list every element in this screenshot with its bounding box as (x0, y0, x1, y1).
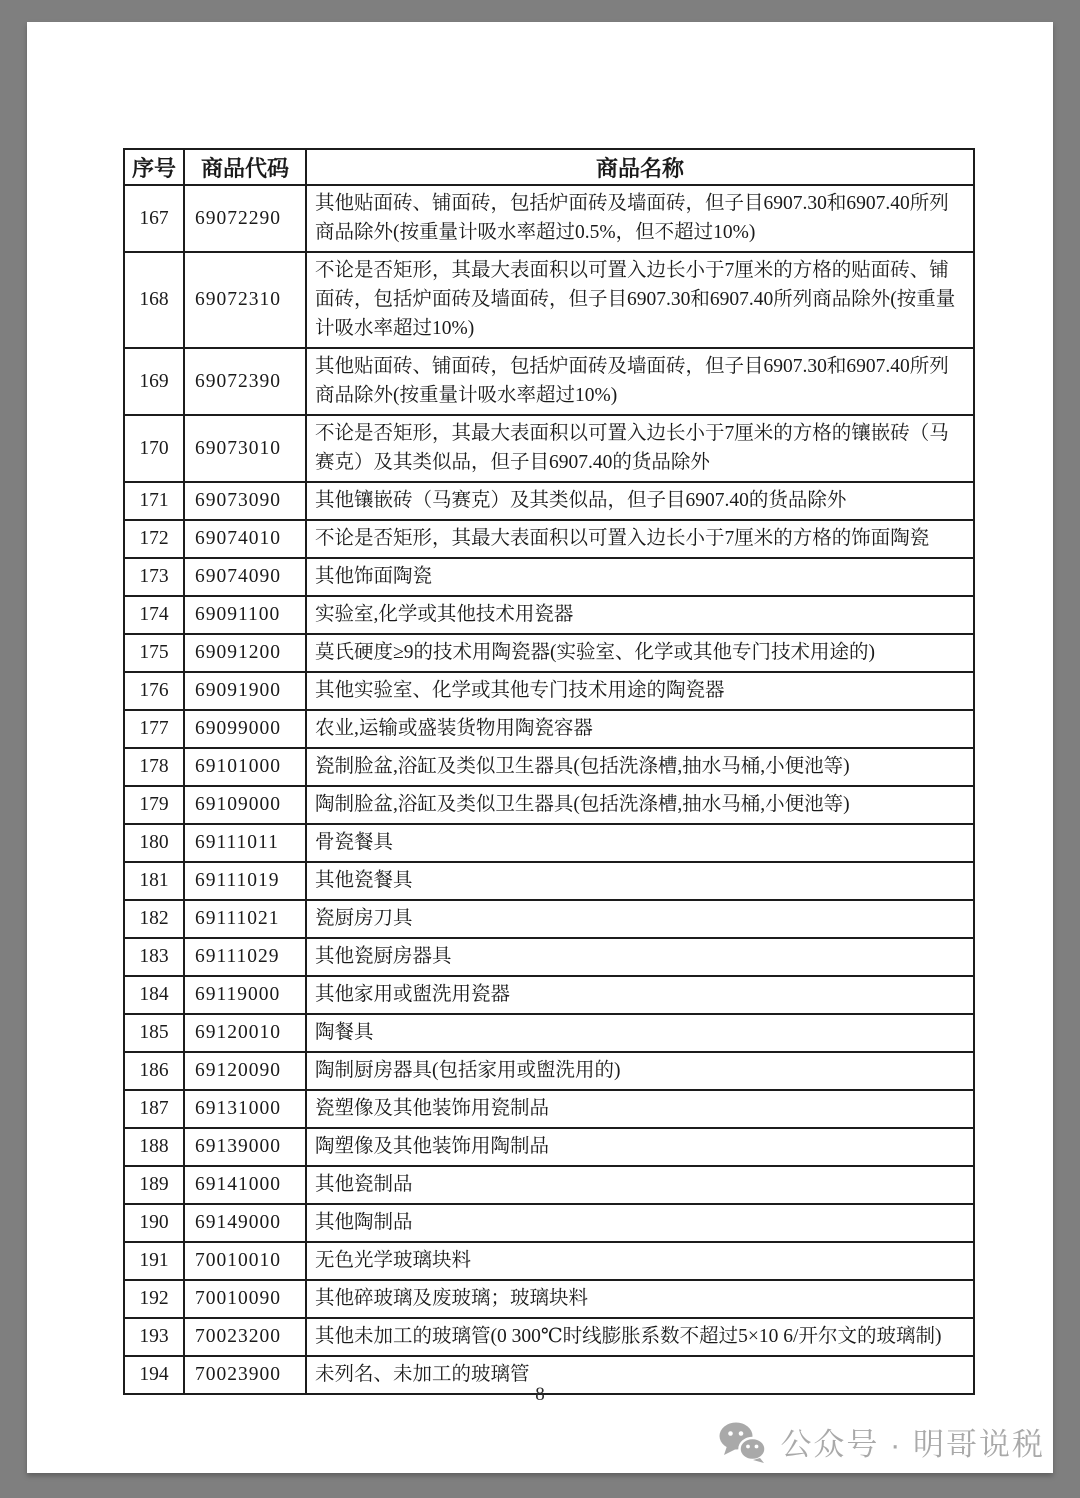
watermark (712, 1415, 1047, 1468)
row-commodity-code: 69099000 (184, 710, 306, 748)
row-commodity-code: 70010090 (184, 1280, 306, 1318)
table-row (124, 824, 974, 862)
row-commodity-name: 农业,运输或盛装货物用陶瓷容器 (306, 710, 974, 748)
row-commodity-code: 69149000 (184, 1204, 306, 1242)
table-row (124, 976, 974, 1014)
document-page (27, 22, 1053, 1473)
row-commodity-code: 70023200 (184, 1318, 306, 1356)
row-commodity-code: 69131000 (184, 1090, 306, 1128)
row-commodity-code: 69073090 (184, 482, 306, 520)
table-row (124, 634, 974, 672)
row-commodity-name: 陶制厨房器具(包括家用或盥洗用的) (306, 1052, 974, 1090)
table-row (124, 862, 974, 900)
row-serial-number: 186 (124, 1052, 184, 1090)
row-commodity-code: 69072310 (184, 252, 306, 348)
table-row (124, 1128, 974, 1166)
row-commodity-name: 陶餐具 (306, 1014, 974, 1052)
row-commodity-code: 69111011 (184, 824, 306, 862)
row-commodity-code: 69111019 (184, 862, 306, 900)
table-row (124, 1280, 974, 1318)
row-commodity-code: 69073010 (184, 415, 306, 482)
row-commodity-name: 不论是否矩形，其最大表面积以可置入边长小于7厘米的方格的镶嵌砖（马赛克）及其类似品，但子目6907.40的货品除外 (306, 415, 974, 482)
row-serial-number: 173 (124, 558, 184, 596)
row-serial-number: 179 (124, 786, 184, 824)
row-commodity-name: 陶制脸盆,浴缸及类似卫生器具(包括洗涤槽,抽水马桶,小便池等) (306, 786, 974, 824)
row-serial-number: 187 (124, 1090, 184, 1128)
row-serial-number: 171 (124, 482, 184, 520)
row-commodity-name: 其他实验室、化学或其他专门技术用途的陶瓷器 (306, 672, 974, 710)
row-commodity-name: 其他贴面砖、铺面砖，包括炉面砖及墙面砖，但子目6907.30和6907.40所列商品除外(按重量计吸水率超过0.5%，但不超过10%) (306, 185, 974, 252)
row-commodity-code: 69074090 (184, 558, 306, 596)
table-row (124, 1090, 974, 1128)
table-row (124, 1204, 974, 1242)
row-serial-number: 172 (124, 520, 184, 558)
row-commodity-code: 69091100 (184, 596, 306, 634)
row-commodity-code: 69139000 (184, 1128, 306, 1166)
page-number: 8 (535, 1384, 545, 1405)
table-row (124, 786, 974, 824)
row-serial-number: 185 (124, 1014, 184, 1052)
table-row (124, 558, 974, 596)
table-row (124, 672, 974, 710)
table-row (124, 415, 974, 482)
row-serial-number: 190 (124, 1204, 184, 1242)
row-commodity-code: 69091900 (184, 672, 306, 710)
row-serial-number: 191 (124, 1242, 184, 1280)
row-commodity-name: 无色光学玻璃块料 (306, 1242, 974, 1280)
row-commodity-name: 瓷塑像及其他装饰用瓷制品 (306, 1090, 974, 1128)
row-commodity-code: 69109000 (184, 786, 306, 824)
row-commodity-code: 70010010 (184, 1242, 306, 1280)
table-row (124, 1318, 974, 1356)
table-row (124, 1166, 974, 1204)
row-serial-number: 193 (124, 1318, 184, 1356)
row-serial-number: 176 (124, 672, 184, 710)
table-row (124, 348, 974, 415)
row-commodity-code: 69120090 (184, 1052, 306, 1090)
row-commodity-name: 其他陶制品 (306, 1204, 974, 1242)
row-commodity-name: 其他贴面砖、铺面砖，包括炉面砖及墙面砖，但子目6907.30和6907.40所列商品除外(按重量计吸水率超过10%) (306, 348, 974, 415)
row-commodity-name: 其他瓷制品 (306, 1166, 974, 1204)
table-row (124, 710, 974, 748)
row-serial-number: 170 (124, 415, 184, 482)
row-commodity-name: 骨瓷餐具 (306, 824, 974, 862)
table-row (124, 748, 974, 786)
row-commodity-name: 其他家用或盥洗用瓷器 (306, 976, 974, 1014)
row-commodity-code: 69072390 (184, 348, 306, 415)
row-commodity-code: 69111029 (184, 938, 306, 976)
row-serial-number: 192 (124, 1280, 184, 1318)
row-serial-number: 182 (124, 900, 184, 938)
row-serial-number: 189 (124, 1166, 184, 1204)
row-serial-number: 178 (124, 748, 184, 786)
table-row (124, 938, 974, 976)
table-row (124, 1242, 974, 1280)
header-serial-number: 序号 (124, 149, 184, 185)
table-row (124, 482, 974, 520)
row-serial-number: 183 (124, 938, 184, 976)
row-commodity-name: 未列名、未加工的玻璃管 (306, 1356, 974, 1394)
row-serial-number: 188 (124, 1128, 184, 1166)
row-commodity-code: 69111021 (184, 900, 306, 938)
wechat-icon (718, 1421, 768, 1463)
commodity-table (123, 148, 975, 1395)
row-commodity-name: 其他瓷厨房器具 (306, 938, 974, 976)
table-header-row (124, 149, 974, 185)
table-row (124, 185, 974, 252)
row-serial-number: 175 (124, 634, 184, 672)
row-serial-number: 168 (124, 252, 184, 348)
table-body (124, 185, 974, 1394)
row-commodity-code: 70023900 (184, 1356, 306, 1394)
row-commodity-name: 其他未加工的玻璃管(0 300℃时线膨胀系数不超过5×10 6/开尔文的玻璃制) (306, 1318, 974, 1356)
table-row (124, 1014, 974, 1052)
row-serial-number: 180 (124, 824, 184, 862)
row-commodity-code: 69101000 (184, 748, 306, 786)
row-commodity-name: 瓷厨房刀具 (306, 900, 974, 938)
row-commodity-name: 其他饰面陶瓷 (306, 558, 974, 596)
row-serial-number: 177 (124, 710, 184, 748)
row-commodity-name: 瓷制脸盆,浴缸及类似卫生器具(包括洗涤槽,抽水马桶,小便池等) (306, 748, 974, 786)
row-commodity-code: 69074010 (184, 520, 306, 558)
row-commodity-code: 69141000 (184, 1166, 306, 1204)
row-serial-number: 167 (124, 185, 184, 252)
row-commodity-code: 69119000 (184, 976, 306, 1014)
row-commodity-name: 陶塑像及其他装饰用陶制品 (306, 1128, 974, 1166)
row-commodity-code: 69072290 (184, 185, 306, 252)
header-commodity-code: 商品代码 (184, 149, 306, 185)
row-commodity-code: 69091200 (184, 634, 306, 672)
table-row (124, 596, 974, 634)
row-commodity-name: 实验室,化学或其他技术用瓷器 (306, 596, 974, 634)
table-row (124, 252, 974, 348)
row-serial-number: 174 (124, 596, 184, 634)
row-commodity-name: 莫氏硬度≥9的技术用陶瓷器(实验室、化学或其他专门技术用途的) (306, 634, 974, 672)
header-commodity-name: 商品名称 (306, 149, 974, 185)
row-serial-number: 184 (124, 976, 184, 1014)
row-serial-number: 169 (124, 348, 184, 415)
watermark-text: 公众号 · 明哥说税 (780, 1427, 1045, 1462)
row-commodity-name: 其他瓷餐具 (306, 862, 974, 900)
table-row (124, 1052, 974, 1090)
row-serial-number: 181 (124, 862, 184, 900)
row-commodity-name: 其他镶嵌砖（马赛克）及其类似品，但子目6907.40的货品除外 (306, 482, 974, 520)
table-row (124, 900, 974, 938)
table-row (124, 520, 974, 558)
row-commodity-name: 不论是否矩形，其最大表面积以可置入边长小于7厘米的方格的饰面陶瓷 (306, 520, 974, 558)
row-commodity-code: 69120010 (184, 1014, 306, 1052)
row-commodity-name: 其他碎玻璃及废玻璃；玻璃块料 (306, 1280, 974, 1318)
row-commodity-name: 不论是否矩形，其最大表面积以可置入边长小于7厘米的方格的贴面砖、铺面砖，包括炉面砖及墙面砖，但子目6907.30和6907.40所列商品除外(按重量计吸水率超过10%) (306, 252, 974, 348)
row-serial-number: 194 (124, 1356, 184, 1394)
